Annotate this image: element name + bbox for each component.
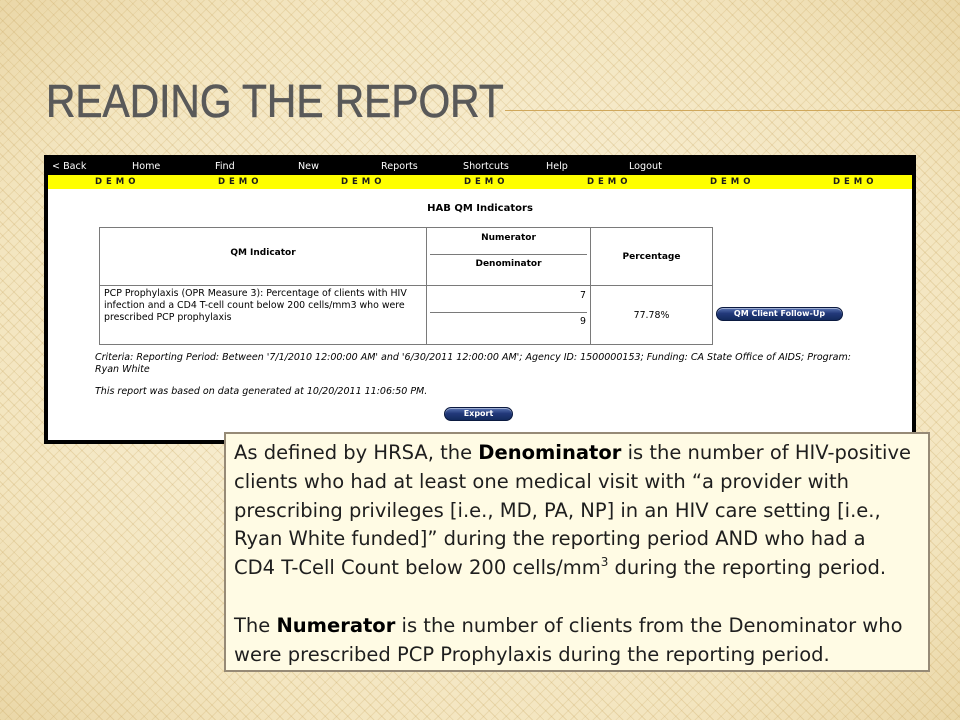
header-numerator-denominator (427, 228, 591, 286)
callout-text: As defined by HRSA, the (234, 441, 479, 464)
callout-text: The (234, 613, 277, 637)
callout-line: Ryan White funded]” during the reporting period AND who had a (234, 527, 866, 551)
nav-bar (48, 158, 912, 175)
export-button[interactable]: Export (444, 407, 513, 421)
demo-label: D E M O (95, 177, 136, 187)
percentage-value: 77.78% (591, 286, 713, 345)
callout-text: during the reporting period. (608, 556, 887, 580)
explanation-callout (224, 432, 930, 672)
report-criteria: Criteria: Reporting Period: Between '7/1/2010 12:00:00 AM' and '6/30/2011 12:00:00 AM'; Agency ID: 1500000153; Funding: CA State Office of AIDS; Program: Ryan White (95, 352, 851, 375)
nav-find-link[interactable]: Find (215, 161, 235, 172)
numerator-denominator-cell (427, 286, 591, 345)
header-qm-indicator: QM Indicator (100, 228, 427, 286)
mm3-superscript: 3 (600, 555, 609, 570)
app-screenshot (44, 155, 916, 444)
callout-line: clients who had at least one medical visit with “a provider with (234, 469, 849, 493)
numerator-term: Numerator (276, 613, 396, 637)
demo-banner (48, 175, 912, 189)
nav-back-link[interactable]: < Back (52, 161, 87, 172)
numerator-explanation (234, 612, 928, 670)
slide-title: READING THE REPORT (46, 75, 504, 127)
nav-shortcuts-link[interactable]: Shortcuts (463, 161, 509, 172)
denominator-value: 9 (580, 316, 586, 327)
nav-home-link[interactable]: Home (132, 161, 161, 172)
title-rule (505, 110, 960, 111)
callout-line (234, 612, 928, 641)
callout-text: is the number of HIV-positive (621, 441, 911, 464)
header-percentage: Percentage (591, 228, 713, 286)
qm-indicator-table (99, 227, 713, 345)
callout-line: were prescribed PCP Prophylaxis during the reporting period. (234, 642, 830, 666)
nav-new-link[interactable]: New (298, 161, 319, 172)
callout-text: is the number of clients from the Denominator who (395, 613, 903, 637)
fraction-divider (430, 312, 587, 313)
demo-label: D E M O (587, 177, 628, 187)
nav-logout-link[interactable]: Logout (629, 161, 662, 172)
demo-label: D E M O (341, 177, 382, 187)
demo-label: D E M O (710, 177, 751, 187)
demo-label: D E M O (464, 177, 505, 187)
nav-reports-link[interactable]: Reports (381, 161, 418, 172)
indicator-description: PCP Prophylaxis (OPR Measure 3): Percentage of clients with HIV infection and a CD4 T-cell count below 200 cells/mm3 who were prescribed PCP prophylaxis (100, 286, 427, 345)
qm-client-follow-up-button[interactable]: QM Client Follow-Up (716, 307, 843, 321)
report-title: HAB QM Indicators (427, 203, 533, 214)
numerator-denominator-header (427, 229, 590, 285)
nav-help-link[interactable]: Help (546, 161, 568, 172)
callout-line (234, 439, 928, 468)
numerator-denominator-values (427, 287, 590, 343)
denominator-term: Denominator (478, 441, 622, 464)
table-row (100, 286, 713, 345)
denominator-explanation (234, 439, 928, 583)
fraction-divider (430, 254, 587, 255)
header-denominator: Denominator (475, 258, 542, 269)
demo-label: D E M O (833, 177, 874, 187)
header-numerator: Numerator (481, 232, 536, 243)
generated-note: This report was based on data generated at 10/20/2011 11:06:50 PM. (95, 386, 428, 397)
callout-text: CD4 T-Cell Count below 200 cells/mm (234, 556, 601, 580)
table-header-row (100, 228, 713, 286)
app-window (48, 158, 912, 440)
numerator-value: 7 (580, 290, 586, 301)
report-content (48, 189, 912, 440)
callout-line: prescribing privileges [i.e., MD, PA, NP] in an HIV care setting [i.e., (234, 498, 881, 522)
demo-label: D E M O (218, 177, 259, 187)
callout-line (234, 554, 928, 583)
